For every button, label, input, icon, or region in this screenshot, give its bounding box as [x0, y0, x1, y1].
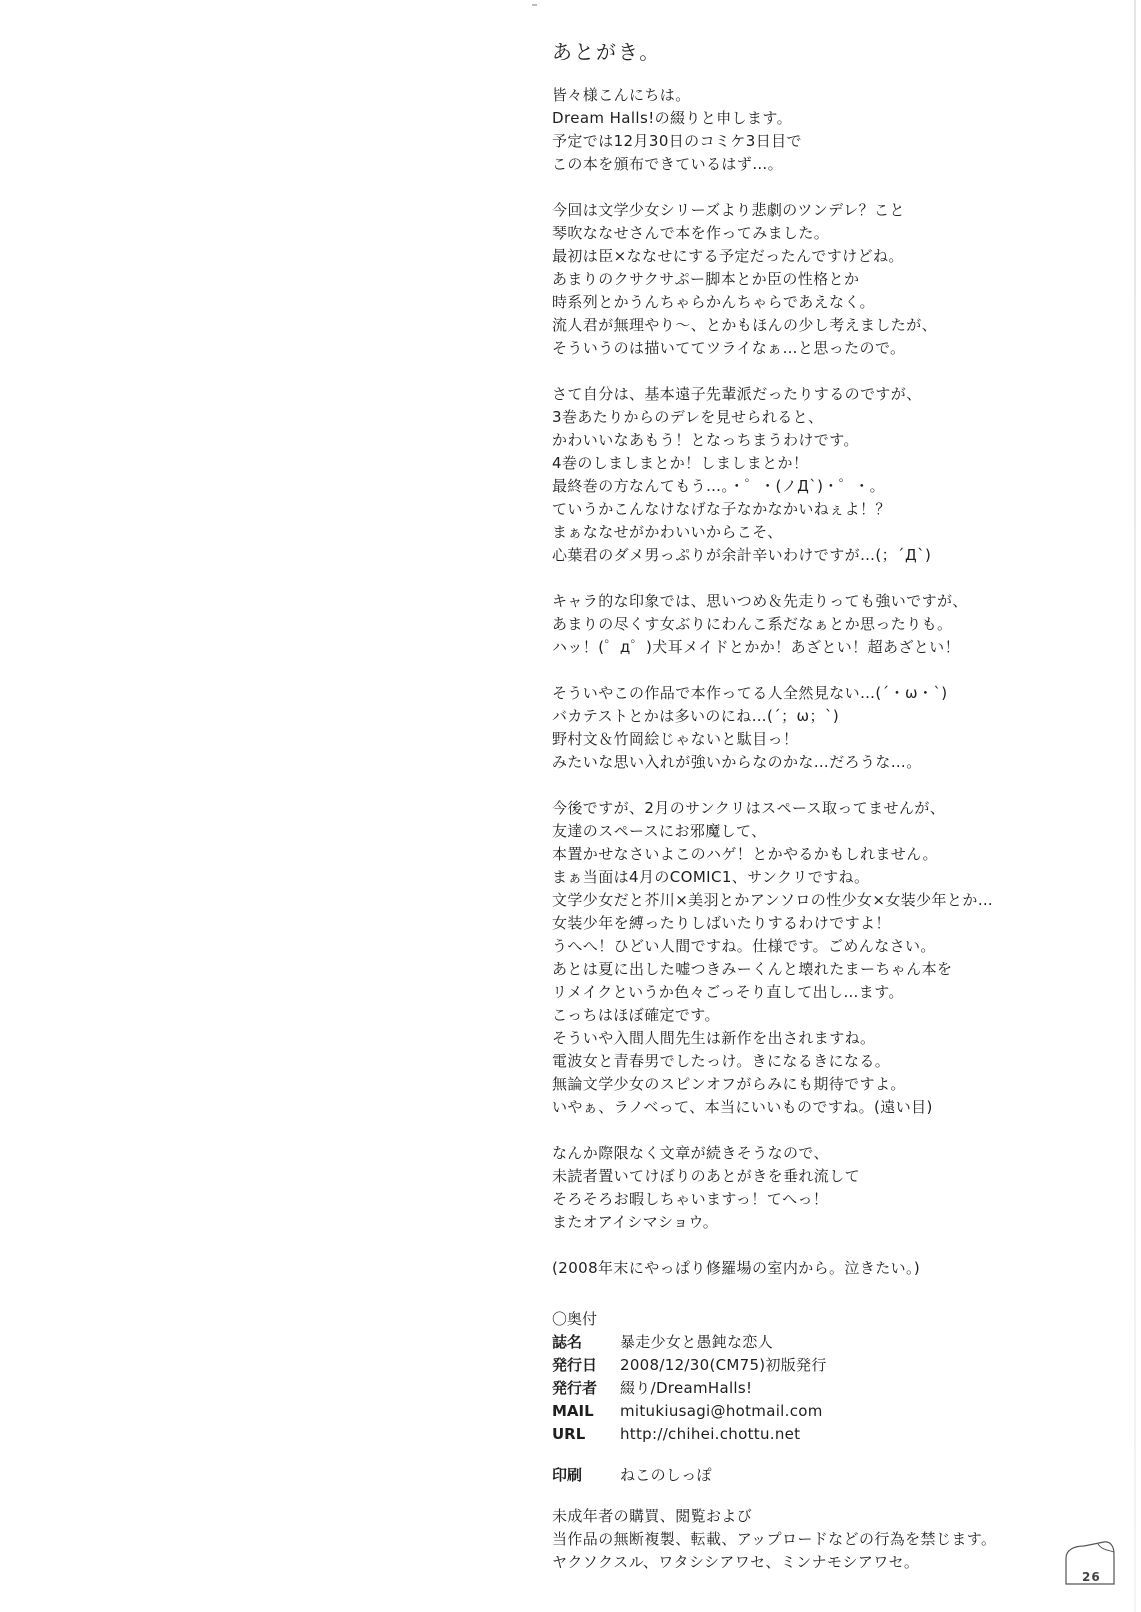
text-line: まぁ当面は4月のCOMIC1、サンクリですね。 — [552, 868, 870, 886]
text-line: バカテストとかは多いのにね…(´；ω；`) — [552, 707, 840, 725]
legal-line: 当作品の無断複製、転載、アップロードなどの行為を禁じます。 — [552, 1530, 997, 1548]
colophon-value: 暴走少女と愚鈍な恋人 — [620, 1333, 774, 1351]
legal-line: 未成年者の購買、閲覧および — [552, 1507, 753, 1525]
page-edge-shadow — [1134, 0, 1136, 1612]
text-line: そういやこの作品で本作ってる人全然見ない…(´・ω・`) — [552, 684, 948, 702]
text-line: まぁななせがかわいいからこそ、 — [552, 523, 783, 541]
text-line: そろそろお暇しちゃいますっ！てへっ！ — [552, 1190, 829, 1208]
colophon-label: URL — [552, 1425, 586, 1443]
paragraph-signoff — [552, 1257, 1072, 1280]
text-line: ハッ！(゜д゜)犬耳メイドとかか！あざとい！超あざとい！ — [552, 638, 960, 656]
text-line: キャラ的な印象では、思いつめ＆先走りっても強いですが、 — [552, 592, 968, 610]
text-line: さて自分は、基本遠子先輩派だったりするのですが、 — [552, 385, 922, 403]
colophon-row-mail — [552, 1400, 1072, 1423]
colophon-label: 発行日 — [552, 1356, 598, 1374]
text-line: 電波女と青春男でしたっけ。きになるきになる。 — [552, 1052, 891, 1070]
text-line: みたいな思い入れが強いからなのかな…だろうな…。 — [552, 753, 922, 771]
colophon-heading: 〇奥付 — [552, 1310, 598, 1328]
paragraph-character-impression — [552, 590, 1072, 659]
colophon-label: 誌名 — [552, 1333, 583, 1351]
text-line: 4巻のしましまとか！しましまとか！ — [552, 454, 809, 472]
paragraph-closing — [552, 1142, 1072, 1234]
text-line: (2008年末にやっぱり修羅場の室内から。泣きたい。) — [552, 1259, 921, 1277]
text-line: 心葉君のダメ男っぷりが余計辛いわけですが…(；´Д`) — [552, 546, 932, 564]
colophon-value: 綴り/DreamHalls! — [620, 1379, 753, 1397]
legal-line: ヤクソクスル、ワタシシアワセ、ミンナモシアワセ。 — [552, 1553, 920, 1571]
text-line: ていうかこんなけなげな子なかなかいねぇよ！？ — [552, 500, 891, 518]
text-line: うへへ！ひどい人間ですね。仕様です。ごめんなさい。 — [552, 937, 936, 955]
text-line: 時系列とかうんちゃらかんちゃらであえなく。 — [552, 293, 875, 311]
text-line: 予定では12月30日のコミケ3日目で — [552, 132, 802, 150]
text-line: そういうのは描いててツライなぁ…と思ったので。 — [552, 339, 906, 357]
scan-speck — [532, 4, 537, 6]
text-line: 本置かせなさいよこのハゲ！とかやるかもしれません。 — [552, 845, 938, 863]
text-line: こっちはほぼ確定です。 — [552, 1006, 720, 1024]
text-line: この本を頒布できているはず…。 — [552, 155, 784, 173]
colophon-row-date — [552, 1354, 1072, 1377]
text-line: 友達のスペースにお邪魔して、 — [552, 822, 767, 840]
text-line: 今回は文学少女シリーズより悲劇のツンデレ？こと — [552, 201, 905, 219]
text-line: 流人君が無理やり～、とかもほんの少し考えましたが、 — [552, 316, 938, 334]
text-line: なんか際限なく文章が続きそうなので、 — [552, 1144, 829, 1162]
paragraph-future-plans — [552, 797, 1072, 1119]
text-line: 無論文学少女のスピンオフがらみにも期待ですよ。 — [552, 1075, 906, 1093]
colophon-label: 発行者 — [552, 1379, 598, 1397]
text-line: 3巻あたりからのデレを見せられると、 — [552, 408, 824, 426]
colophon-url: http://chihei.chottu.net — [620, 1425, 801, 1443]
text-line: 野村文＆竹岡絵じゃないと駄目っ！ — [552, 730, 799, 748]
paragraph-about-book — [552, 199, 1072, 360]
text-line: あまりのクサクサぷー脚本とか臣の性格とか — [552, 270, 860, 288]
text-line: リメイクというか色々ごっそり直して出し…ます。 — [552, 983, 904, 1001]
afterword-content — [552, 38, 1072, 1574]
text-line: 琴吹ななせさんで本を作ってみました。 — [552, 224, 830, 242]
text-line: 未読者置いてけぼりのあとがきを垂れ流して — [552, 1167, 861, 1185]
text-line: Dream Halls!の綴りと申します。 — [552, 109, 793, 127]
text-line: 文学少女だと芥川×美羽とかアンソロの性少女×女装少年とか… — [552, 891, 994, 909]
colophon — [552, 1308, 1072, 1574]
colophon-value: ねこのしっぽ — [620, 1466, 712, 1484]
colophon-label: MAIL — [552, 1402, 594, 1420]
colophon-value: 2008/12/30(CM75)初版発行 — [620, 1356, 827, 1374]
colophon-label: 印刷 — [552, 1466, 583, 1484]
text-line: 今後ですが、2月のサンクリはスペース取ってませんが、 — [552, 799, 946, 817]
text-line: 女装少年を縛ったりしばいたりするわけですよ！ — [552, 914, 891, 932]
text-line: そういや入間人間先生は新作を出されますね。 — [552, 1029, 876, 1047]
paragraph-preferences — [552, 383, 1072, 567]
page-number: 26 — [1082, 1570, 1101, 1584]
text-line: あとは夏に出した嘘つきみーくんと壊れたまーちゃん本を — [552, 960, 953, 978]
paragraph-few-works — [552, 682, 1072, 774]
text-line: いやぁ、ラノベって、本当にいいものですね。(遠い目) — [552, 1098, 933, 1116]
text-line: 皆々様こんにちは。 — [552, 86, 691, 104]
colophon-row-publisher — [552, 1377, 1072, 1400]
legal-notice — [552, 1505, 1072, 1574]
text-line: かわいいなあもう！となっちまうわけです。 — [552, 431, 859, 449]
paragraph-greeting — [552, 84, 1072, 176]
text-line: あまりの尽くす女ぶりにわんこ系だなぁとか思ったりも。 — [552, 615, 953, 633]
colophon-email: mitukiusagi@hotmail.com — [620, 1402, 823, 1420]
text-line: 最初は臣×ななせにする予定だったんですけどね。 — [552, 247, 904, 265]
colophon-row-printer — [552, 1464, 1072, 1487]
colophon-row-title — [552, 1331, 1072, 1354]
colophon-row-url — [552, 1423, 1072, 1446]
afterword-title: あとがき。 — [552, 40, 662, 64]
text-line: またオアイシマショウ。 — [552, 1213, 719, 1231]
text-line: 最終巻の方なんてもう…。・゜・(ノД`)・゜・。 — [552, 477, 886, 495]
